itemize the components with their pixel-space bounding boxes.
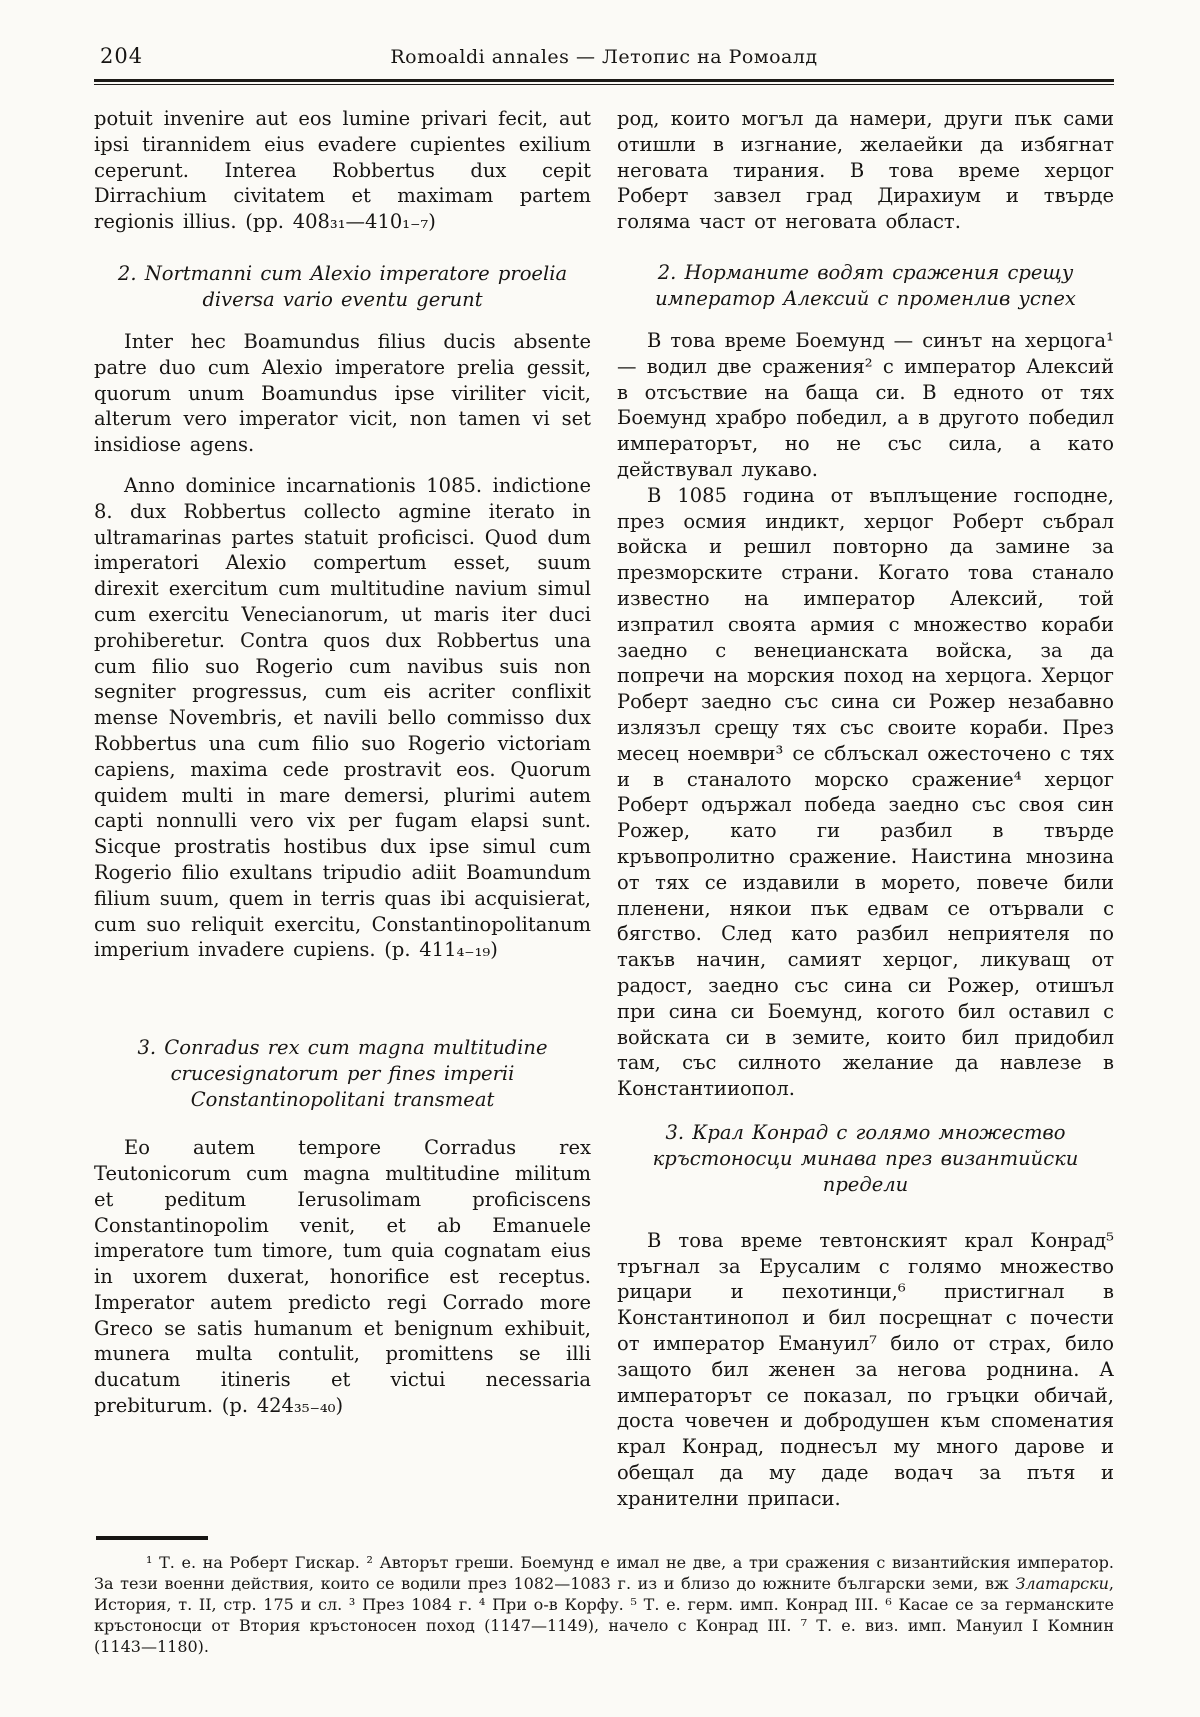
running-title: Romoaldi annales — Летопис на Ромоалд (390, 46, 818, 68)
header-rule (94, 79, 1114, 85)
latin-section-heading-2: 2. Nortmanni cum Alexio imperatore proelia diversa vario eventu gerunt (117, 261, 568, 311)
latin-continuation-paragraph: potuit invenire aut eos lumine privari fecit, aut ipsi tirannidem eius evadere cupientes exilium ceperunt. Interea Robbertus dux cepit Dirrachium civitatem et maximam partem regionis illius. (pp. 408₃₁—410₁₋₇) (94, 107, 591, 234)
two-column-body (94, 106, 1114, 1512)
footnotes-text-1: ¹ Т. е. на Роберт Гискар. ² Авторът греши. Боемунд е имал не две, а три сражения с византийския император. За тези военни действия, които се водили през 1082—1083 г. из и близо до южните български земи, вж (94, 1552, 1114, 1593)
footnotes-text-2: , История, т. II, стр. 175 и сл. ³ През 1084 г. ⁴ При о-в Корфу. ⁵ Т. е. герм. имп. Конрад III. ⁶ Касае се за германските кръстоносци от Втория кръстоносен поход (1147—1149), начело с Конрад III. ⁷ Т. е. виз. имп. Мануил I Комнин (1143—1180). (94, 1573, 1115, 1656)
bulgarian-paragraph-3: В 1085 година от въплъщение господне, през осмия индикт, херцог Роберт събрал войска и решил повторно да замине за презморските страни. Когато това станало известно на император Алексий, той изпратил своята армия с множество кораби заедно с венецианската войска, за да попречи на морския поход на херцога. Херцог Роберт заедно със сина си Рожер незабавно излязъл срещу тях със своите кораби. През месец ноември³ се сблъскал ожесточено с тях и в станалото морско сражение⁴ херцог Роберт одържал победа заедно със своя син Рожер, като ги разбил в твърде кръвопролитно сражение. Наистина мнозина от тях се издавили в морето, повече били пленени, някои пък едвам се отървали с бягство. След като разбил неприятеля по такъв начин, самият херцог, ликуващ от радост, заедно със сина си Рожер, отишъл при сина си Боемунд, когото бил оставил с войската си в земите, които бил придобил там, със силното желание да навлезе в Константииопол. (617, 483, 1114, 1101)
bulgarian-paragraph-2: В това време Боемунд — синът на херцога¹ — водил две сражения² с император Алексий в отсъствие на баща си. В едното от тях Боемунд храбро победил, а в другото победил императорът, но не със сила, а като действувал лукаво. (617, 328, 1114, 481)
right-column-bulgarian (617, 106, 1114, 1512)
latin-paragraph-4: Eo autem tempore Corradus rex Teutonicorum cum magna multitudine militum et peditum Ierusolimam proficiscens Constantinopolim venit, et ab Emanuele imperatore tum timore, tum quia cognatam eius in uxorem duxerat, honorifice est receptus. Imperator autem predicto regi Corrado more Greco se satis humanum et benignum exhibuit, munera multa contulit, promittens se illi ducatum itineris et victui necessaria prebiturum. (p. 424₃₅₋₄₀) (94, 1136, 591, 1418)
page-number: 204 (100, 44, 144, 68)
footnotes-author-italic: Златарски (1015, 1573, 1109, 1593)
footnotes-block (94, 1552, 1114, 1657)
running-head (94, 44, 1114, 72)
bulgarian-section-heading-2: 2. Норманите водят сражения срещу император Алексий с променлив успех (655, 260, 1076, 310)
latin-section-heading-3: 3. Conradus rex cum magna multitudine crucesignatorum per fines imperii Constantinopolitani transmeat (137, 1036, 548, 1112)
latin-paragraph-2: Inter hec Boamundus filius ducis absente patre duo cum Alexio imperatore prelia gessit, quorum unum Boamundus ipse viriliter vicit, alterum vero imperator vicit, non tamen vi set insidiose agens. (94, 329, 591, 457)
bulgarian-continuation-paragraph: род, които могъл да намери, други пък сами отишли в изгнание, желаейки да избягнат неговата тирания. В това време херцог Роберт завзел град Дирахиум и твърде голяма част от неговата област. (617, 107, 1114, 234)
bulgarian-paragraph-4: В това време тевтонският крал Конрад⁵ тръгнал за Ерусалим с голямо множество рицари и пехотинци,⁶ пристигнал в Константинопол и бил посрещнат с почести от император Емануил⁷ било от страх, било защото бил женен за негова роднина. А императорът се показал, по гръцки обичай, доста човечен и добродушен към споменатия крал Конрад, поднесъл му много дарове и обещал да му даде водач за пътя и хранителни припаси. (617, 1228, 1114, 1510)
latin-paragraph-3: Anno dominice incarnationis 1085. indictione 8. dux Robbertus collecto agmine iterato in ultramarinas partes statuit proficisci. Quod dum imperatori Alexio compertum esset, suum direxit exercitum cum multitudine navium simul cum exercitu Venecianorum, ut maris iter duci prohiberetur. Contra quos dux Robbertus una cum filio suo Rogerio cum navibus suis non segniter progressus, cum eis acriter conflixit mense Novembris, et navili bello commisso dux Robbertus una cum filio suo Rogerio victoriam capiens, maxima cede prostravit eos. Quorum quidem multi in mare demersi, plurimi autem capti nonnulli vero vix per fugam elapsi sunt. Sicque prostratis hostibus dux ipse simul cum Rogerio filio exultans tripudio adiit Boamundum filium suum, quem in terris quas ibi acquisierat, cum suo reliquit exercitu, Constantinopolitanum imperium invadere cupiens. (p. 411₄₋₁₉) (94, 473, 591, 962)
footnote-separator-rule (96, 1536, 208, 1540)
left-column-latin (94, 106, 591, 1512)
bulgarian-section-heading-3: 3. Крал Конрад с голямо множество кръстоносци минава през византийски предели (652, 1120, 1079, 1196)
